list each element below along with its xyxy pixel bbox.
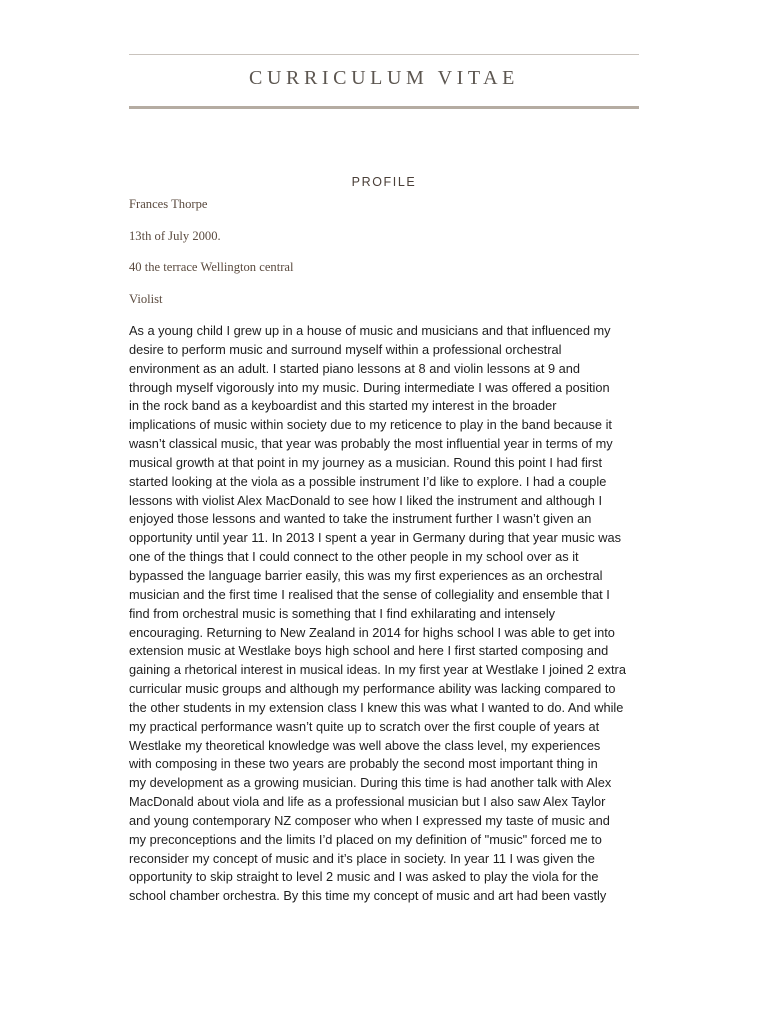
profile-line: the other students in my extension class I knew this was what I wanted to do. And while (129, 699, 624, 715)
role: Violist (129, 292, 163, 306)
profile-line: desire to perform music and surround myself within a professional orchestral (129, 341, 562, 357)
profile-line: curricular music groups and although my performance ability was lacking compared to (129, 681, 616, 697)
profile-line: implications of music within society due to my reticence to play in the band because it (129, 417, 612, 433)
profile-line: gaining a rhetorical interest in musical ideas. In my first year at Westlake I joined 2 extra (129, 662, 626, 678)
profile-line: environment as an adult. I started piano lessons at 8 and violin lessons at 9 and (129, 360, 581, 376)
profile-line: musical growth at that point in my journey as a musician. Round this point I had first (129, 454, 603, 470)
profile-line: find from orchestral music is something that I find exhilarating and intensely (129, 605, 556, 621)
profile-line: reconsider my concept of music and it’s place in society. In year 11 I was given the (129, 850, 595, 866)
profile-line: bypassed the language barrier easily, this was my first experiences as an orchestral (129, 567, 603, 583)
date-of-birth: 13th of July 2000. (129, 229, 221, 243)
profile-line: wasn’t classical music, that year was probably the most influential year in terms of my (129, 436, 613, 452)
profile-line: musician and the first time I realised that the sense of collegiality and ensemble that I (129, 586, 610, 602)
person-name: Frances Thorpe (129, 197, 208, 211)
profile-line: in the rock band as a keyboardist and this started my interest in the broader (129, 398, 557, 414)
profile-line: one of the things that I could connect to the other people in my school over as it (129, 549, 579, 565)
profile-paragraph (129, 322, 644, 906)
title-top-rule (129, 54, 639, 55)
address: 40 the terrace Wellington central (129, 260, 294, 274)
profile-line: enjoyed those lessons and wanted to take the instrument further I wasn’t given an (129, 511, 592, 527)
profile-line: MacDonald about viola and life as a professional musician but I also saw Alex Taylor (129, 794, 606, 810)
profile-line: school chamber orchestra. By this time my concept of music and art had been vastly (129, 888, 607, 904)
profile-line: opportunity to skip straight to level 2 music and I was asked to play the viola for the (129, 869, 599, 885)
document-title: CURRICULUM VITAE (249, 67, 519, 89)
profile-line: through myself vigorously into my music. During intermediate I was offered a position (129, 379, 610, 395)
profile-line: extension music at Westlake boys high school and here I first started composing and (129, 643, 609, 659)
profile-line: and young contemporary NZ composer who when I expressed my taste of music and (129, 812, 610, 828)
profile-line: Westlake my theoretical knowledge was well above the class level, my experiences (129, 737, 601, 753)
profile-line: my preconceptions and the limits I’d placed on my definition of "music" forced me to (129, 831, 602, 847)
profile-line: encouraging. Returning to New Zealand in 2014 for highs school I was able to get into (129, 624, 615, 640)
profile-line: As a young child I grew up in a house of music and musicians and that influenced my (129, 323, 611, 338)
profile-line: started looking at the viola as a possible instrument I’d like to explore. I had a couple (129, 473, 607, 489)
profile-line: with composing in these two years are probably the second most important thing in (129, 756, 598, 772)
profile-line: my practical performance wasn’t quite up to scratch over the first couple of years at (129, 718, 600, 734)
profile-line: my development as a growing musician. During this time is had another talk with Alex (129, 775, 612, 791)
section-heading-profile: PROFILE (351, 175, 417, 189)
profile-line: opportunity until year 11. In 2013 I spent a year in Germany during that year music was (129, 530, 621, 546)
profile-line: lessons with violist Alex MacDonald to see how I liked the instrument and although I (129, 492, 603, 508)
title-bottom-rule (129, 106, 639, 109)
